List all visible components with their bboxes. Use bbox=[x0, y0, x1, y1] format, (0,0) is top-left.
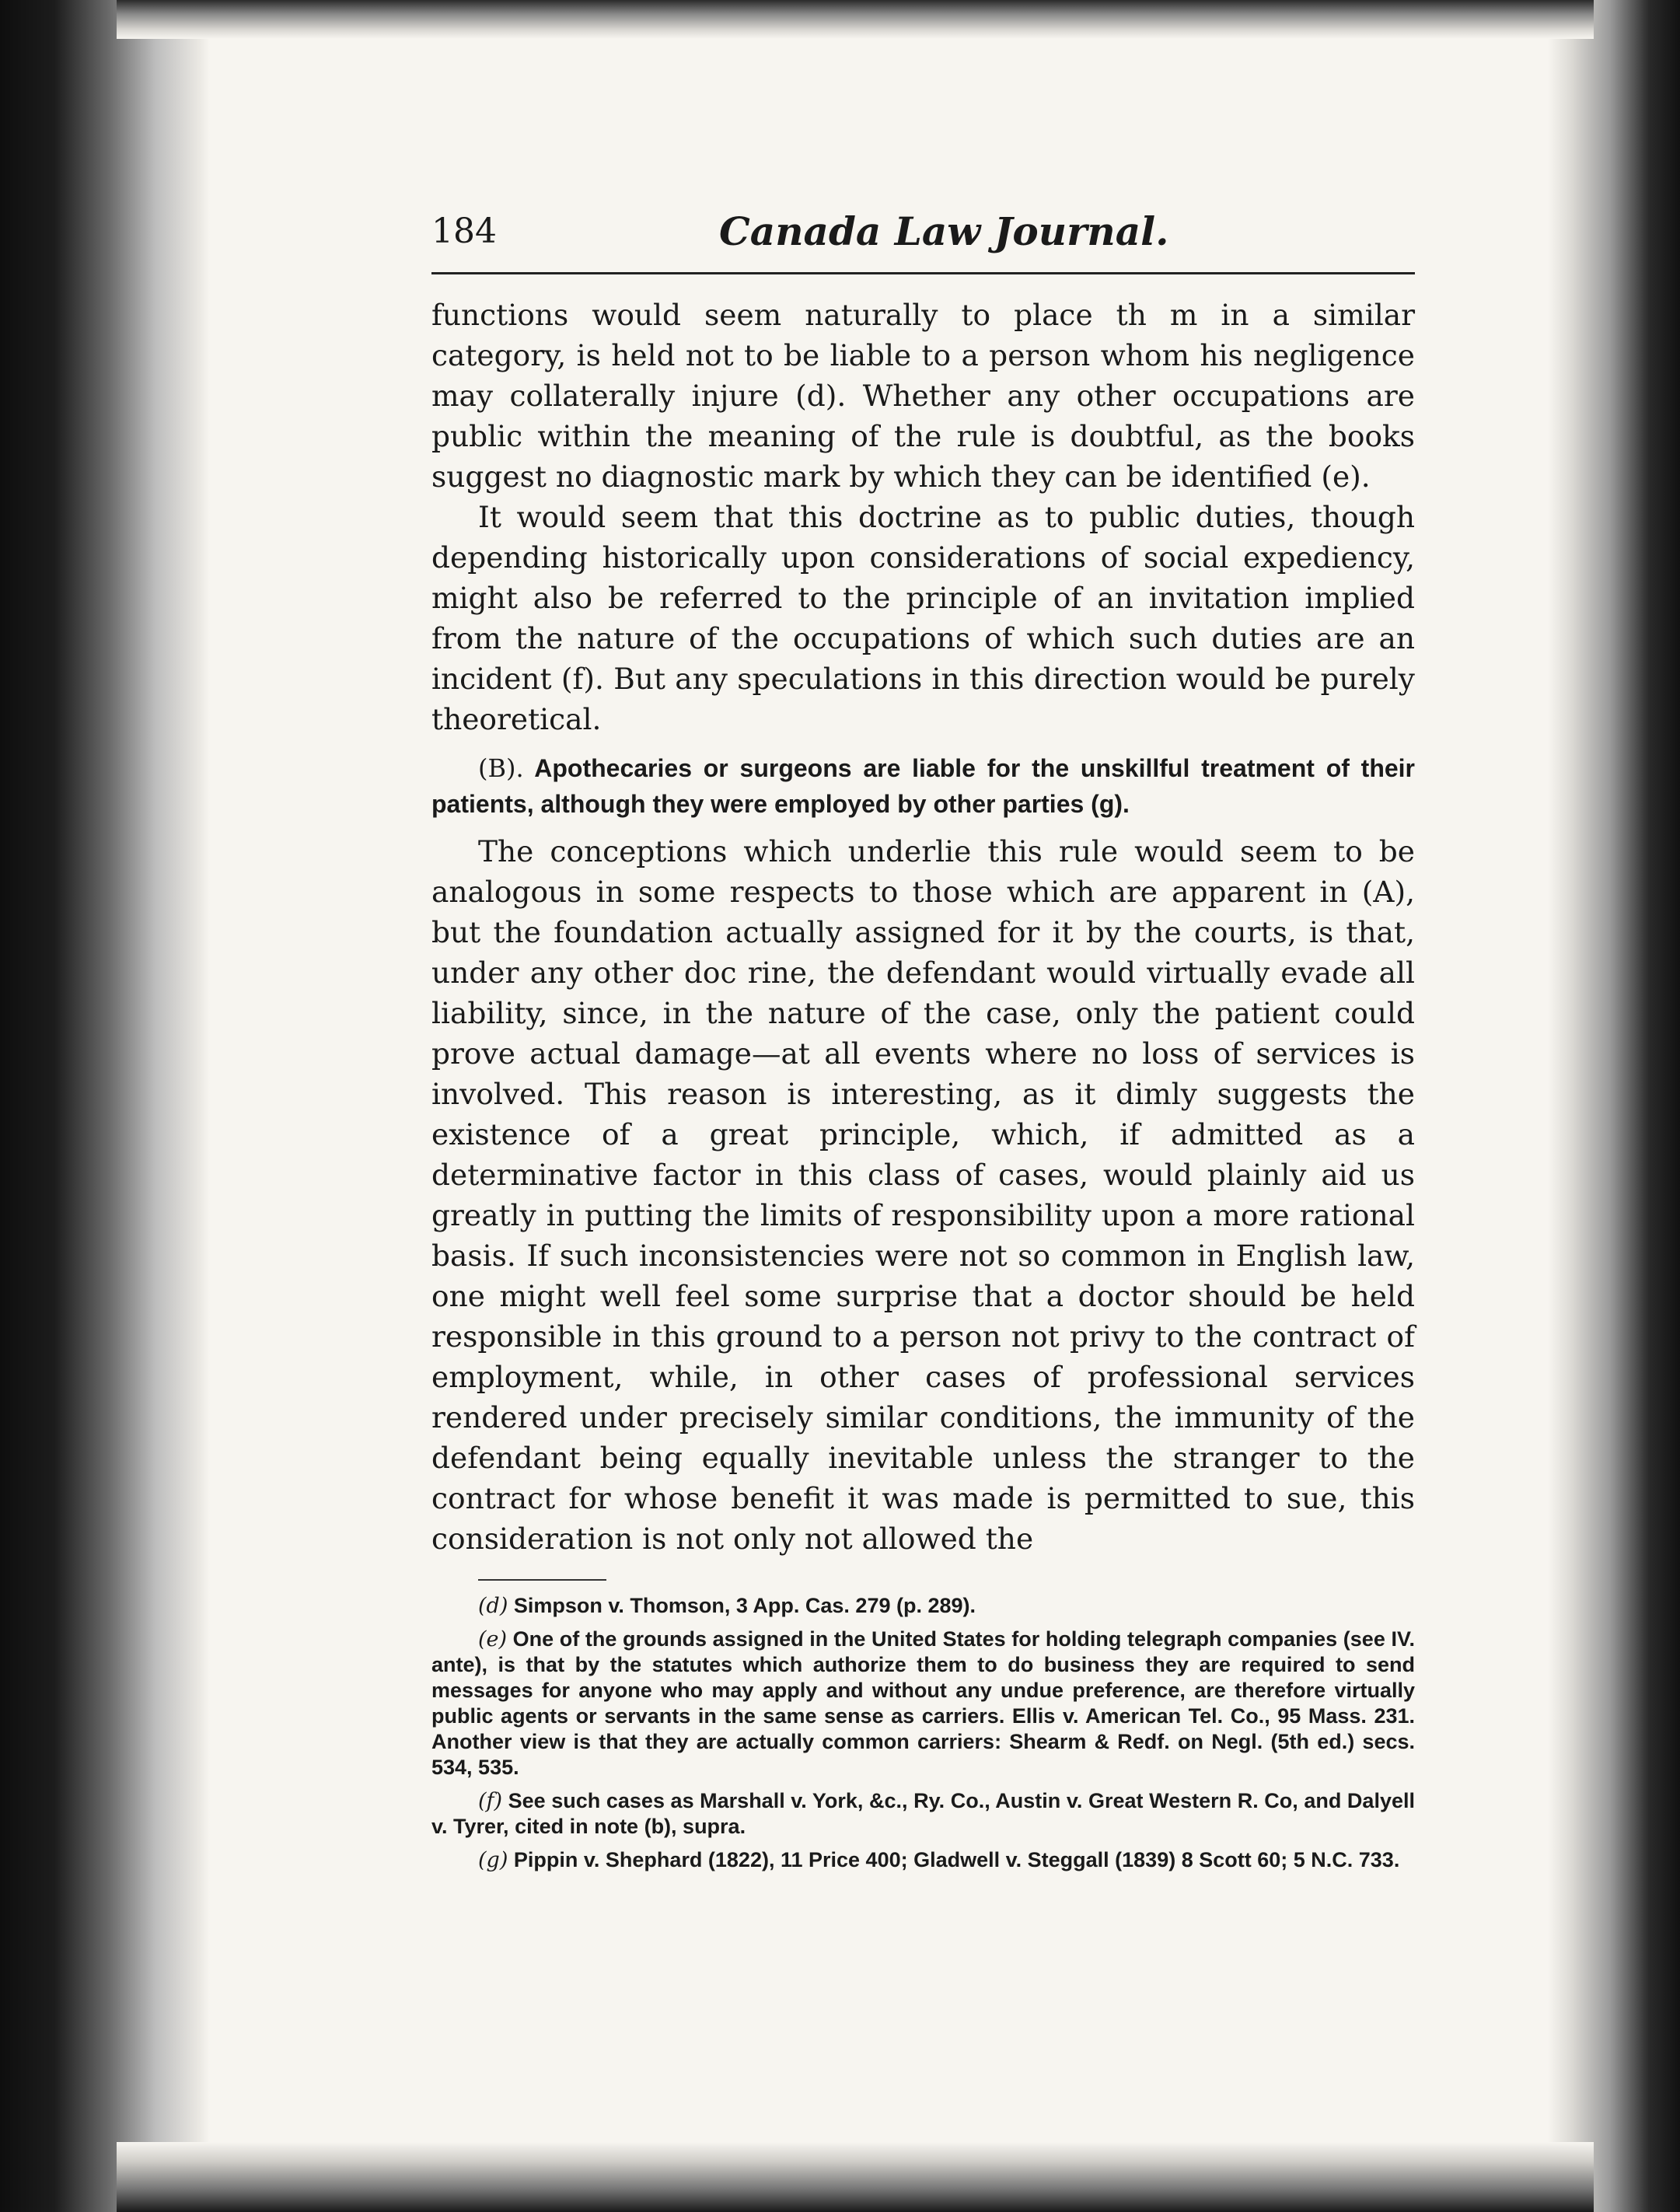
footnote-marker: (f) bbox=[478, 1789, 503, 1813]
running-head: Canada Law Journal. bbox=[719, 208, 1169, 254]
page-bottom-edge-shadow bbox=[117, 2142, 1594, 2212]
footnote bbox=[431, 1593, 1415, 1619]
page-header bbox=[431, 202, 1415, 274]
footnote bbox=[431, 1627, 1415, 1780]
body-text bbox=[431, 295, 1415, 1559]
paragraph: The conceptions which underlie this rule would seem to be analogous in some respects to those which are apparent in (A), but the foundation actually assigned for it by the courts, is that, under any other doc rine, the defendant would virtually evade all liability, since, in the nature of the case, only the patient could prove actual damage—at all events where no loss of services is involved. This reason is interesting, as it dimly suggests the existence of a great principle, which, if admitted as a determinative factor in this class of cases, would plainly aid us greatly in putting the limits of responsibility upon a more rational basis. If such inconsistencies were not so common in English law, one might well feel some surprise that a doctor should be held responsible in this ground to a person not privy to the contract of employment, while, in other cases of professional services rendered under precisely similar conditions, the immunity of the defendant being equally inevitable unless the stranger to the contract for whose benefit it was made is permitted to sue, this consideration is not only not allowed the bbox=[431, 834, 1415, 1556]
page-number: 184 bbox=[431, 211, 497, 251]
page-top-edge-shadow bbox=[117, 0, 1594, 39]
footnotes bbox=[431, 1593, 1415, 1873]
rule-b-text: Apothecaries or surgeons are liable for the unskillful treatment of their patients, although they were employed by other parties (g). bbox=[431, 754, 1416, 818]
footnote bbox=[431, 1847, 1415, 1873]
paragraph: functions would seem naturally to place th m in a similar category, is held not to be liable to a person whom his negligence may collaterally injure (d). Whether any other occupations are public within the meaning of the rule is doubtful, as the books suggest no diagnostic mark by which they can be identified (e). bbox=[431, 298, 1415, 494]
footnote-marker: (e) bbox=[478, 1627, 508, 1651]
rule-b-heading bbox=[431, 750, 1415, 822]
footnote-divider bbox=[478, 1579, 606, 1581]
footnote-text: Pippin v. Shephard (1822), 11 Price 400; Gladwell v. Steggall (1839) 8 Scott 60; 5 N.C. 733. bbox=[513, 1848, 1400, 1871]
rule-b-label: (B). bbox=[478, 753, 524, 783]
book-page bbox=[431, 202, 1415, 1881]
paragraph: It would seem that this doctrine as to public duties, though depending historically upon considerations of social expediency, might also be referred to the principle of an invitation implied from the nature of the occupations of which such duties are an incident (f). But any speculations in this direction would be purely theoretical. bbox=[431, 500, 1415, 736]
footnote-marker: (d) bbox=[478, 1594, 508, 1618]
page-right-edge-shadow bbox=[1548, 0, 1680, 2212]
footnote-marker: (g) bbox=[478, 1848, 508, 1872]
footnote-text: See such cases as Marshall v. York, &c., Ry. Co., Austin v. Great Western R. Co, and Dalyell v. Tyrer, cited in note (b), supra. bbox=[431, 1789, 1415, 1838]
footnote-text: One of the grounds assigned in the United States for holding telegraph companies (see IV. ante), is that by the statutes which authorize them to do business they are required to send messages for anyone who may apply and without any undue preference, are therefore virtually public agents or servants in the same sense as carriers. Ellis v. American Tel. Co., 95 Mass. 231. Another view is that they are actually common carriers: Shearm & Redf. on Negl. (5th ed.) secs. 534, 535. bbox=[431, 1627, 1415, 1779]
footnote bbox=[431, 1788, 1415, 1840]
footnote-text: Simpson v. Thomson, 3 App. Cas. 279 (p. 289). bbox=[513, 1594, 976, 1617]
book-binding-shadow bbox=[0, 0, 210, 2212]
